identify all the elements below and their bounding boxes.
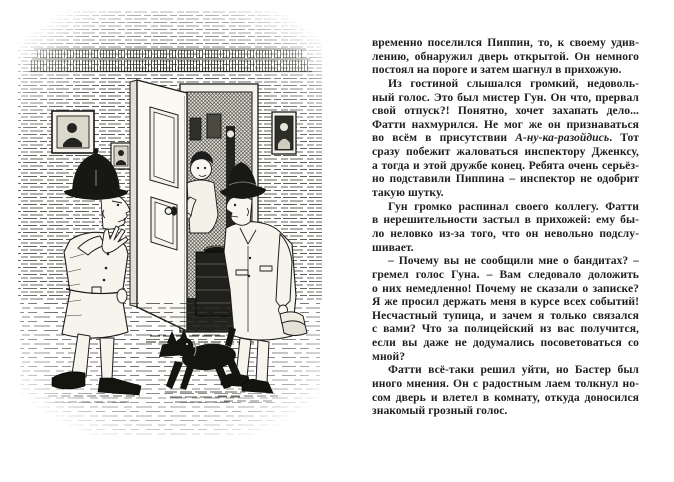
policeman-hand-side [117, 289, 127, 303]
text-line: сом дверь и влетел в комнату, откуда доносился [372, 390, 639, 404]
text-line: Фатти нахмурился. Не мог же он признаваться [372, 117, 639, 131]
text-line: такую шутку. [372, 186, 444, 200]
picture-frame-right [272, 112, 296, 154]
text-line: гремел голос Гуна. – Вам следовало доложить [372, 267, 639, 281]
text-line: знакомый грозный голос. [372, 404, 508, 418]
text-line: о них немедленно! Почему не сказали о записке? [372, 281, 639, 295]
text-line: лению, обнаружил дверь открытой. Он немного [372, 49, 639, 63]
policeman-right-leg [100, 338, 114, 379]
text-span: во всём в присутствии [372, 131, 516, 145]
text-line [372, 131, 639, 145]
right-leg [256, 340, 269, 383]
frieze-band [30, 49, 312, 72]
text-line: но подставили Пиппина – инспектор не одобрит [372, 172, 639, 186]
right-page [337, 0, 674, 482]
text-line: постоял на пороге и затем шагнул в прихожую. [372, 63, 622, 77]
text-line: временно поселился Пиппин, то, к своему удив- [372, 36, 639, 49]
picture-frame-small [111, 143, 131, 169]
text-line: Из гостиной слышался громкий, недоволь- [388, 76, 639, 90]
text-line: шивает. [372, 240, 414, 254]
text-line: ный голос. Это был мистер Гун. Он что, прервал [372, 90, 639, 104]
text-line: Я же просил держать меня в курсе всех событий! [372, 295, 639, 309]
text-line: ло неловко из-за того, что он невольно подслу- [372, 226, 639, 240]
slippers [280, 312, 307, 336]
text-line: если вы даже не додумались посоветоваться со [372, 336, 639, 350]
text-line: мной? [372, 349, 406, 363]
italic-phrase: А-ну-ка-разойдись [515, 131, 610, 145]
text-line: с вами? Что за полицейский из вас получится, [372, 322, 639, 336]
text-span: . Тот [609, 131, 639, 145]
text-line: а тогда и этой дружбе конец. Ребята очень серьёз- [372, 158, 639, 172]
text-line: в нерешительности застыл в прихожей: ему бы- [372, 213, 639, 227]
text-line: свой отпуск?! Понятно, хочет захапать дело... [372, 104, 639, 118]
text-column [372, 36, 639, 418]
text-line: иного мнения. Он с радостным лаем толкнул но- [372, 377, 639, 391]
open-door [130, 80, 187, 331]
text-line: Гун громко распинал своего коллегу. Фатти [388, 199, 639, 213]
text-line: сразу побежит жаловаться инспектору Дженксу, [372, 145, 639, 159]
text-line: – Почему вы не сообщили мне о бандитах? – [388, 254, 639, 268]
picture-frame-left [52, 111, 94, 153]
text-line: Несчастный тупица, и зачем я только связался [372, 308, 639, 322]
text-line: Фатти всё-таки решил уйти, но Бастер был [388, 363, 639, 377]
